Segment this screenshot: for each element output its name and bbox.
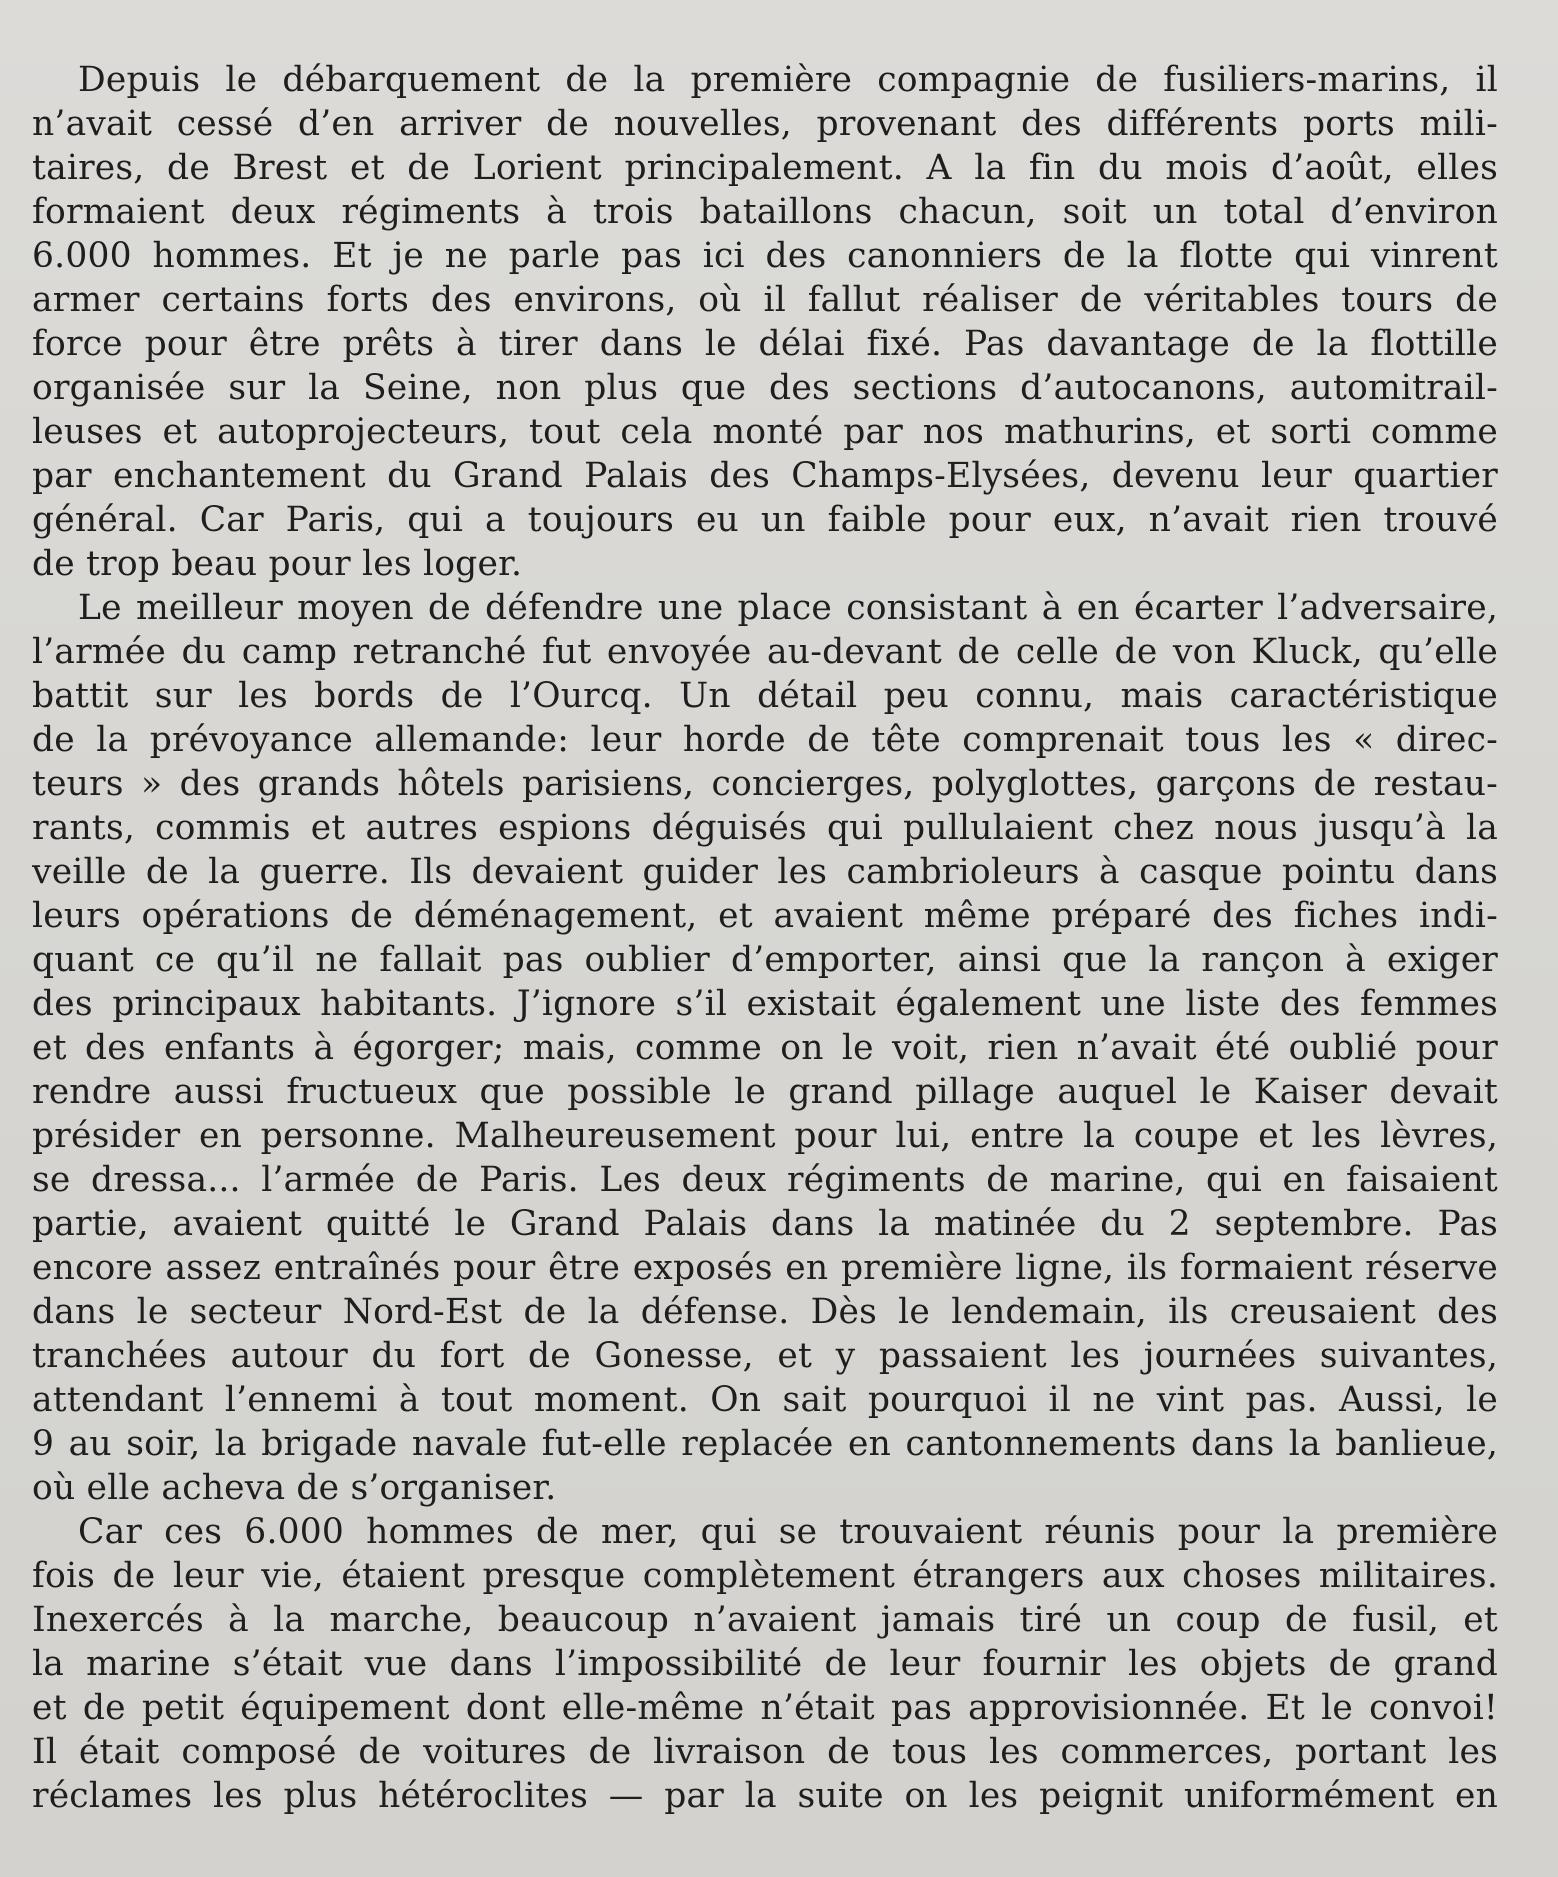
paragraph-2 (32, 586, 1498, 1510)
text-line: leuses et autoprojecteurs, tout cela monté par nos mathurins, et sorti comme (32, 412, 1498, 452)
text-line: rants, commis et autres espions déguisés qui pullulaient chez nous jusqu’à la (32, 808, 1498, 848)
text-line: dans le secteur Nord-Est de la défense. Dès le lendemain, ils creusaient des (32, 1292, 1498, 1332)
text-line: 6.000 hommes. Et je ne parle pas ici des canonniers de la flotte qui vinrent (32, 236, 1498, 276)
text-line: général. Car Paris, qui a toujours eu un faible pour eux, n’avait rien trouvé (32, 500, 1498, 540)
text-line: et des enfants à égorger; mais, comme on le voit, rien n’avait été oublié pour (32, 1028, 1498, 1068)
text-line: formaient deux régiments à trois bataillons chacun, soit un total d’environ (32, 192, 1498, 232)
text-line: n’avait cessé d’en arriver de nouvelles, provenant des différents ports mili- (32, 104, 1498, 144)
text-line: fois de leur vie, étaient presque complètement étrangers aux choses militaires. (32, 1556, 1498, 1596)
text-line: des principaux habitants. J’ignore s’il existait également une liste des femmes (32, 984, 1498, 1024)
text-line: teurs » des grands hôtels parisiens, concierges, polyglottes, garçons de restau- (32, 764, 1498, 804)
text-line: présider en personne. Malheureusement pour lui, entre la coupe et les lèvres, (32, 1116, 1498, 1156)
paragraph-3 (32, 1510, 1498, 1818)
text-line: encore assez entraînés pour être exposés en première ligne, ils formaient réserve (32, 1248, 1498, 1288)
text-line: par enchantement du Grand Palais des Champs-Elysées, devenu leur quartier (32, 456, 1498, 496)
text-line: veille de la guerre. Ils devaient guider les cambrioleurs à casque pointu dans (32, 852, 1498, 892)
text-line: Le meilleur moyen de défendre une place consistant à en écarter l’adversaire, (78, 588, 1498, 628)
text-line: Inexercés à la marche, beaucoup n’avaient jamais tiré un coup de fusil, et (32, 1600, 1498, 1640)
text-line: force pour être prêts à tirer dans le délai fixé. Pas davantage de la flottille (32, 324, 1498, 364)
text-line: Depuis le débarquement de la première compagnie de fusiliers-marins, il (78, 60, 1498, 100)
text-line: battit sur les bords de l’Ourcq. Un détail peu connu, mais caractéristique (32, 676, 1498, 716)
text-line: où elle acheva de s’organiser. (32, 1468, 557, 1508)
text-line: la marine s’était vue dans l’impossibilité de leur fournir les objets de grand (32, 1644, 1498, 1684)
text-line: organisée sur la Seine, non plus que des sections d’autocanons, automitrail- (32, 368, 1498, 408)
text-line: tranchées autour du fort de Gonesse, et y passaient les journées suivantes, (32, 1336, 1498, 1376)
text-line: réclames les plus hétéroclites — par la suite on les peignit uniformément en (32, 1776, 1498, 1816)
text-line: taires, de Brest et de Lorient principalement. A la fin du mois d’août, elles (32, 148, 1498, 188)
paragraph-1 (32, 58, 1498, 586)
text-line: Car ces 6.000 hommes de mer, qui se trouvaient réunis pour la première (78, 1512, 1498, 1552)
text-line: 9 au soir, la brigade navale fut-elle replacée en cantonnements dans la banlieue, (32, 1424, 1498, 1464)
text-line: se dressa... l’armée de Paris. Les deux régiments de marine, qui en faisaient (32, 1160, 1498, 1200)
text-line: de la prévoyance allemande: leur horde de tête comprenait tous les « direc- (32, 720, 1498, 760)
text-line: quant ce qu’il ne fallait pas oublier d’emporter, ainsi que la rançon à exiger (32, 940, 1498, 980)
text-line: armer certains forts des environs, où il fallut réaliser de véritables tours de (32, 280, 1498, 320)
text-line: de trop beau pour les loger. (32, 544, 523, 584)
text-line: l’armée du camp retranché fut envoyée au-devant de celle de von Kluck, qu’elle (32, 632, 1498, 672)
text-line: partie, avaient quitté le Grand Palais dans la matinée du 2 septembre. Pas (32, 1204, 1498, 1244)
text-line: Il était composé de voitures de livraison de tous les commerces, portant les (32, 1732, 1498, 1772)
text-line: leurs opérations de déménagement, et avaient même préparé des fiches indi- (32, 896, 1498, 936)
text-line: et de petit équipement dont elle-même n’était pas approvisionnée. Et le convoi! (32, 1688, 1498, 1728)
text-line: attendant l’ennemi à tout moment. On sait pourquoi il ne vint pas. Aussi, le (32, 1380, 1498, 1420)
text-line: rendre aussi fructueux que possible le grand pillage auquel le Kaiser devait (32, 1072, 1498, 1112)
